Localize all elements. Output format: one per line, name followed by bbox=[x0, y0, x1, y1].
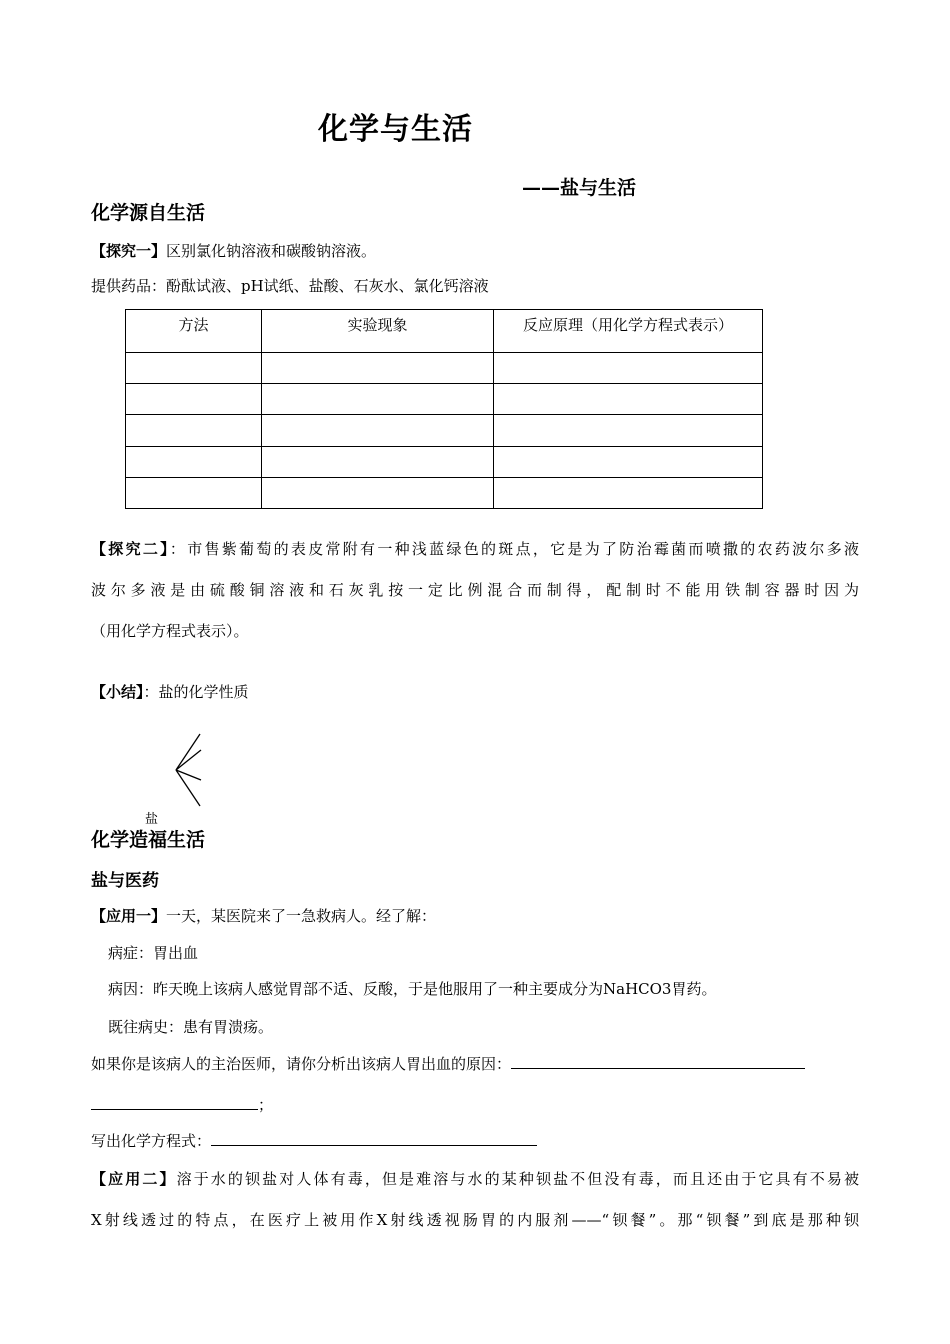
branch-line bbox=[176, 734, 200, 770]
table-header-row bbox=[126, 310, 763, 353]
explore2-text-1: ：市售紫葡萄的表皮常附有一种浅蓝绿色的斑点，它是为了防治霉菌而喷撒的农药波尔多液 bbox=[169, 540, 859, 558]
table-header-principle: 反应原理（用化学方程式表示） bbox=[494, 310, 763, 353]
table-cell[interactable] bbox=[494, 477, 763, 508]
table-cell[interactable] bbox=[126, 446, 262, 477]
explore2-line-2: 波尔多液是由硫酸铜溶液和石灰乳按一定比例混合而制得，配制时不能用铁制容器时因为 bbox=[91, 581, 859, 599]
explore2-line-1 bbox=[91, 538, 859, 559]
page-subtitle: ——盐与生活 bbox=[522, 177, 637, 199]
app1-equation-label: 写出化学方程式： bbox=[91, 1132, 212, 1150]
app2-tag: 【应用二】 bbox=[91, 1170, 177, 1188]
explore1-text: 区别氯化钠溶液和碳酸钠溶液。 bbox=[166, 242, 377, 260]
branch-line bbox=[176, 750, 201, 770]
app1-history: 既往病史：患有胃溃疡。 bbox=[108, 1018, 274, 1036]
table-cell[interactable] bbox=[126, 353, 262, 384]
app1-semicolon: ； bbox=[258, 1096, 274, 1114]
table-cell[interactable] bbox=[262, 384, 494, 415]
section-heading-1: 化学源自生活 bbox=[91, 202, 206, 224]
table-cell[interactable] bbox=[262, 446, 494, 477]
table-row bbox=[126, 353, 763, 384]
app1-question: 如果你是该病人的主治医师，请你分析出该病人胃出血的原因： bbox=[91, 1055, 512, 1073]
table-cell[interactable] bbox=[494, 446, 763, 477]
page-title: 化学与生活 bbox=[318, 112, 473, 147]
table-cell[interactable] bbox=[126, 477, 262, 508]
section-heading-2: 化学造福生活 bbox=[91, 829, 206, 851]
table-cell[interactable] bbox=[126, 415, 262, 446]
answer-blank[interactable] bbox=[511, 1054, 805, 1069]
app1-cause: 病因：昨天晚上该病人感觉胃部不适、反酸，于是他服用了一种主要成分为NaHCO3胃药。 bbox=[108, 980, 717, 998]
branch-diagram bbox=[170, 728, 210, 810]
table-row bbox=[126, 477, 763, 508]
summary-tag: 【小结】 bbox=[91, 683, 144, 701]
diagram-center-label: 盐 bbox=[145, 812, 159, 827]
table-cell[interactable] bbox=[494, 353, 763, 384]
app1-symptom: 病症：胃出血 bbox=[108, 944, 199, 962]
app1-line bbox=[91, 905, 436, 926]
experiment-table bbox=[125, 309, 763, 509]
answer-blank[interactable] bbox=[91, 1095, 258, 1110]
table-row bbox=[126, 446, 763, 477]
summary-text: ：盐的化学性质 bbox=[143, 683, 249, 701]
app1-equation-line bbox=[91, 1130, 537, 1151]
app1-question-line bbox=[91, 1053, 805, 1074]
table-cell[interactable] bbox=[262, 353, 494, 384]
table-row bbox=[126, 384, 763, 415]
table-cell[interactable] bbox=[494, 384, 763, 415]
explore1-tag: 【探究一】 bbox=[91, 242, 167, 260]
app2-line-1 bbox=[91, 1168, 859, 1189]
app1-tag: 【应用一】 bbox=[91, 907, 167, 925]
subsection-heading: 盐与医药 bbox=[91, 871, 159, 891]
explore1-supplies: 提供药品：酚酞试液、pH试纸、盐酸、石灰水、氯化钙溶液 bbox=[91, 277, 489, 295]
table-cell[interactable] bbox=[494, 415, 763, 446]
app1-continue-line bbox=[91, 1094, 273, 1115]
answer-blank[interactable] bbox=[211, 1131, 537, 1146]
table-cell[interactable] bbox=[262, 477, 494, 508]
explore2-line-3: （用化学方程式表示）。 bbox=[91, 622, 249, 640]
table-header-phenomenon: 实验现象 bbox=[262, 310, 494, 353]
table-row bbox=[126, 415, 763, 446]
explore1-line bbox=[91, 240, 376, 261]
app2-line-2: X射线透过的特点，在医疗上被用作X射线透视肠胃的内服剂——“钡餐”。那“钡餐”到底是那种钡 bbox=[91, 1211, 859, 1229]
table-cell[interactable] bbox=[126, 384, 262, 415]
table-header-method: 方法 bbox=[126, 310, 262, 353]
app1-text: 一天，某医院来了一急救病人。经了解： bbox=[166, 907, 437, 925]
explore2-tag: 【探究二】 bbox=[91, 540, 170, 558]
summary-line bbox=[91, 681, 249, 702]
app2-text-1: 溶于水的钡盐对人体有毒，但是难溶与水的某种钡盐不但没有毒，而且还由于它具有不易被 bbox=[176, 1170, 859, 1188]
table-cell[interactable] bbox=[262, 415, 494, 446]
